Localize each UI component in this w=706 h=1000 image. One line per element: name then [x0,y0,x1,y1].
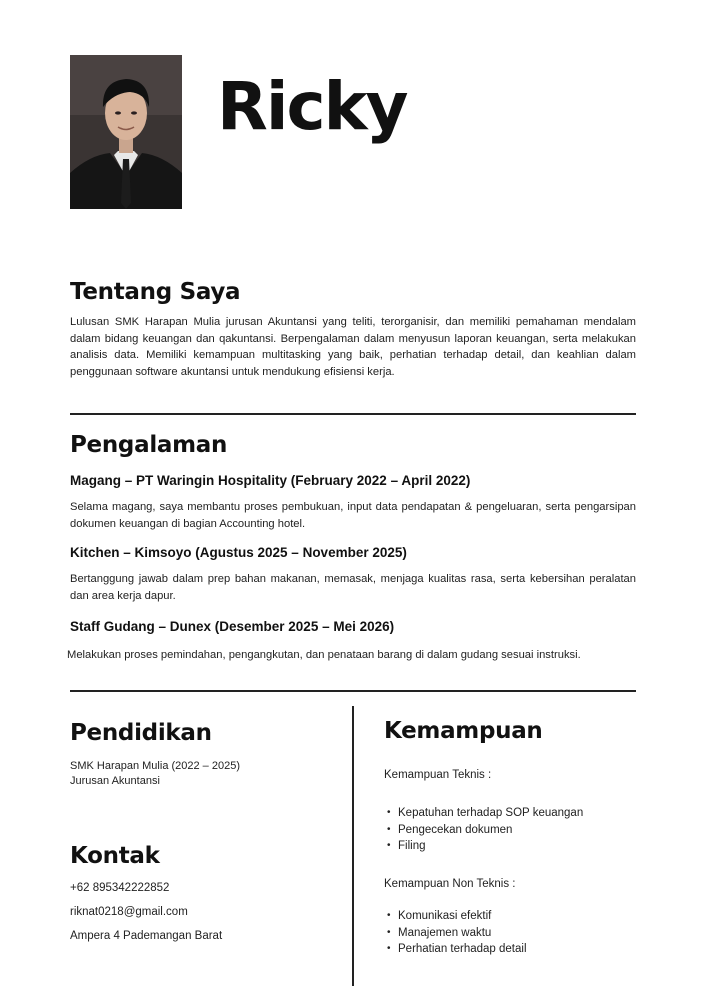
phone-number: +62 895342222852 [70,882,170,894]
portrait-image [70,55,182,209]
experience-heading: Pengalaman [70,432,228,458]
school-name: SMK Harapan Mulia (2022 – 2025) [70,760,240,772]
nontechnical-skills-label: Kemampuan Non Teknis : [384,878,516,890]
list-item: • Komunikasi efektif [384,908,527,925]
about-heading: Tentang Saya [70,279,241,305]
about-text: Lulusan SMK Harapan Mulia jurusan Akuntansi yang teliti, terorganisir, dan memiliki pemahaman mendalam dalam bidang keuangan dan qakuntansi. Berpengalaman dalam menyusun laporan keuangan, serta melakukan analisis data. Memiliki kemampuan multitasking yang baik, perhatian terhadap detail, dan keahlian dalam penggunaan software akuntansi untuk mendukung efisiensi kerja. [70,316,636,378]
section-divider [70,690,636,692]
list-item: • Manajemen waktu [384,925,527,942]
list-item: • Pengecekan dokumen [384,822,583,839]
job-description: Melakukan proses pemindahan, pengangkutan, dan penataan barang di dalam gudang sesuai instruksi. [67,649,581,661]
column-divider [352,706,354,986]
job-title: Magang – PT Waringin Hospitality (February 2022 – April 2022) [70,473,471,488]
email-address: riknat0218@gmail.com [70,906,188,918]
skills-heading: Kemampuan [384,718,543,744]
home-address: Ampera 4 Pademangan Barat [70,930,223,942]
list-item: • Perhatian terhadap detail [384,941,527,958]
job-title: Staff Gudang – Dunex (Desember 2025 – Mei 2026) [70,619,395,634]
nontechnical-skills-list [384,908,527,958]
candidate-name: Ricky [217,68,407,145]
job-title: Kitchen – Kimsoyo (Agustus 2025 – November 2025) [70,545,407,560]
major: Jurusan Akuntansi [70,775,160,787]
job-description: Bertanggung jawab dalam prep bahan makanan, memasak, menjaga kualitas rasa, serta kebersihan peralatan dan area kerja dapur. [70,573,636,602]
profile-photo [70,55,182,209]
list-item: • Filing [384,838,583,855]
section-divider [70,413,636,415]
technical-skills-label: Kemampuan Teknis : [384,769,492,781]
technical-skills-list [384,805,583,855]
job-description: Selama magang, saya membantu proses pembukuan, input data pendapatan & pengeluaran, serta pengarsipan dokumen keuangan di bagian Accounting hotel. [70,501,636,530]
contact-heading: Kontak [70,843,160,869]
list-item: • Kepatuhan terhadap SOP keuangan [384,805,583,822]
education-heading: Pendidikan [70,720,212,746]
